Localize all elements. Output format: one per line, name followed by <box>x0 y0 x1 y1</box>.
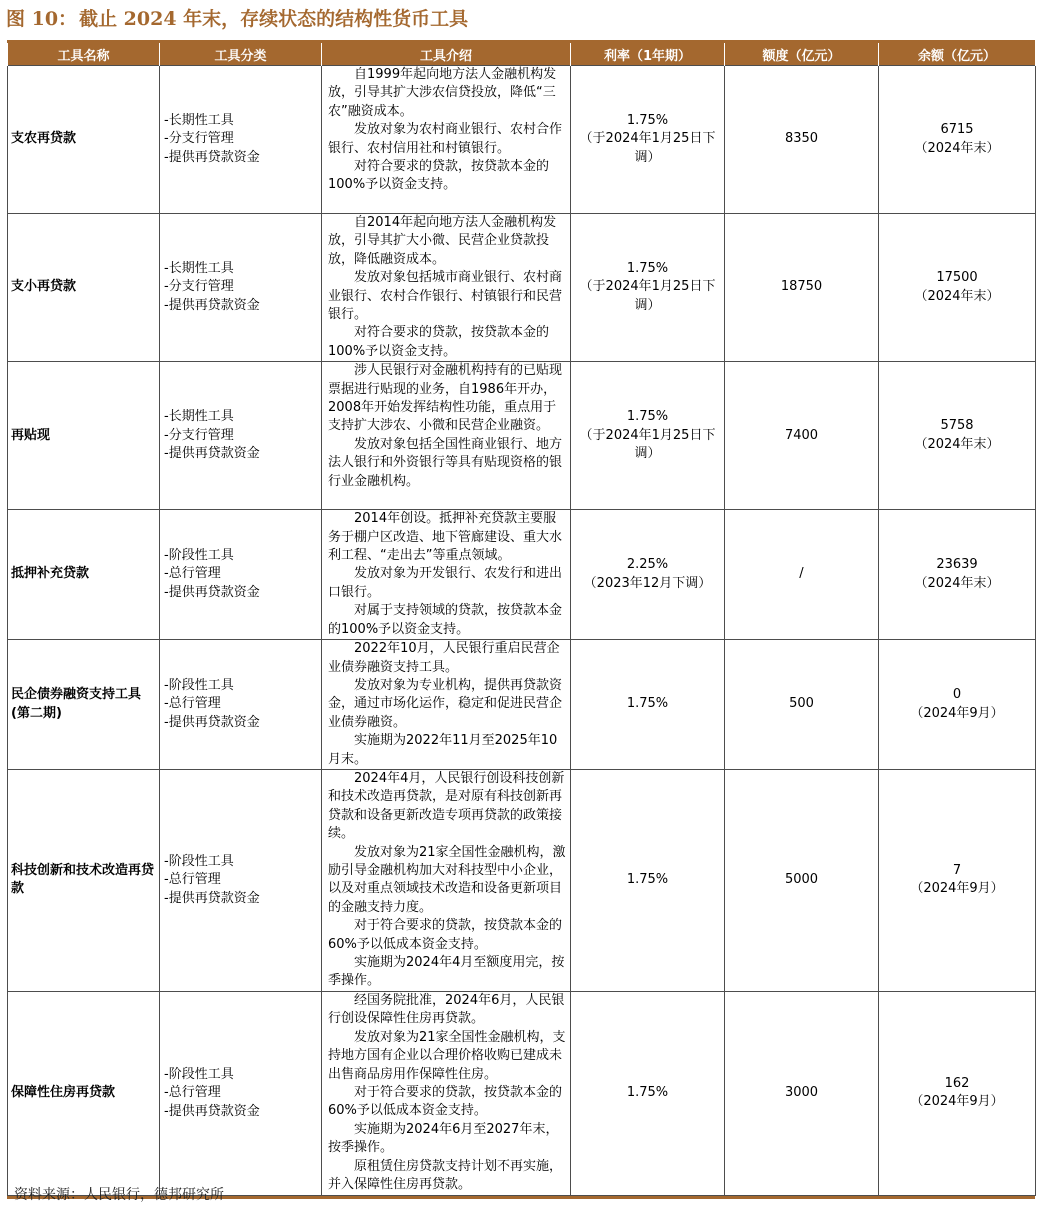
intro-paragraph: 发放对象为21家全国性金融机构，激励引导金融机构加大对科技型中小企业，以及对重点领域技术改造和设备更新项目的金融支持力度。 <box>328 844 566 915</box>
tool-name: 抵押补充贷款 <box>11 566 90 582</box>
rate-cell <box>571 66 725 214</box>
tool-intro-cell <box>322 991 571 1195</box>
source-note: 资料来源：人民银行，德邦研究所 <box>14 1187 224 1203</box>
balance-line: （2024年9月） <box>910 881 1004 897</box>
balance-line: （2024年末） <box>914 288 1000 304</box>
intro-paragraph: 自2014年起向地方法人金融机构发放，引导其扩大小微、民营企业贷款投放，降低融资成本。 <box>328 215 557 267</box>
intro-paragraph: 发放对象为农村商业银行、农村合作银行、农村信用社和村镇银行。 <box>328 122 563 156</box>
figure-caption: 截止 2024 年末，存续状态的结构性货币工具 <box>79 8 469 30</box>
rate-line: 1.75% <box>626 872 669 888</box>
balance-line: （2024年末） <box>914 140 1000 156</box>
rate-line: （于2024年1月25日下调） <box>579 427 716 461</box>
balance-line: 23639 <box>936 557 978 573</box>
balance-cell <box>879 362 1036 510</box>
category-line: -阶段性工具 <box>164 677 234 693</box>
tool-name: 科技创新和技术改造再贷款 <box>11 863 155 897</box>
balance-cell <box>879 640 1036 770</box>
header-quota: 额度（亿元） <box>725 43 879 66</box>
balance-cell <box>879 510 1036 640</box>
quota-cell <box>725 991 879 1195</box>
intro-paragraph: 发放对象为专业机构，提供再贷款资金，通过市场化运作，稳定和促进民营企业债券融资。 <box>328 677 563 730</box>
rate-line: 2.25% <box>626 557 669 573</box>
tool-name-cell <box>8 214 160 362</box>
table-row <box>8 214 1036 362</box>
tool-name: 再贴现 <box>11 427 51 443</box>
quota-cell <box>725 214 879 362</box>
tool-name-cell <box>8 769 160 991</box>
intro-paragraph: 对属于支持领域的贷款，按贷款本金的100%予以资金支持。 <box>328 603 563 637</box>
tool-intro-cell <box>322 640 571 770</box>
rate-cell <box>571 214 725 362</box>
tool-name: 支小再贷款 <box>11 279 77 295</box>
category-line: -长期性工具 <box>164 409 234 425</box>
quota-cell <box>725 66 879 214</box>
category-line: -长期性工具 <box>164 261 234 277</box>
intro-paragraph: 经国务院批准，2024年6月，人民银行创设保障性住房再贷款。 <box>328 992 565 1027</box>
header-tool-intro: 工具介绍 <box>322 43 571 66</box>
balance-line: 0 <box>952 687 962 703</box>
balance-cell <box>879 214 1036 362</box>
table-row <box>8 991 1036 1195</box>
category-line: -提供再贷款资金 <box>164 297 260 313</box>
tool-intro-cell <box>322 510 571 640</box>
quota-value: 3000 <box>784 1085 819 1101</box>
tool-name: 支农再贷款 <box>11 131 77 147</box>
intro-paragraph: 实施期为2024年4月至额度用完，按季操作。 <box>328 955 565 989</box>
quota-value: 7400 <box>784 427 819 443</box>
category-line: -提供再贷款资金 <box>164 1103 260 1119</box>
intro-paragraph: 自1999年起向地方法人金融机构发放，引导其扩大涉农信贷投放，降低“三农”融资成本。 <box>328 67 557 119</box>
quota-cell <box>725 640 879 770</box>
balance-line: 5758 <box>940 418 974 434</box>
tool-category-cell <box>160 66 322 214</box>
figure-title <box>6 4 468 34</box>
rate-cell <box>571 991 725 1195</box>
intro-paragraph: 发放对象为开发银行、农发行和进出口银行。 <box>328 566 563 600</box>
category-line: -提供再贷款资金 <box>164 584 260 600</box>
category-line: -总行管理 <box>164 696 221 712</box>
intro-paragraph: 对于符合要求的贷款，按贷款本金的60%予以低成本资金支持。 <box>328 1084 563 1119</box>
rate-line: 1.75% <box>626 112 669 128</box>
intro-paragraph: 对符合要求的贷款，按贷款本金的100%予以资金支持。 <box>328 159 550 193</box>
category-line: -提供再贷款资金 <box>164 890 260 906</box>
table-row <box>8 769 1036 991</box>
balance-cell <box>879 769 1036 991</box>
rate-line: （于2024年1月25日下调） <box>579 279 716 313</box>
intro-paragraph: 发放对象包括全国性商业银行、地方法人银行和外资银行等具有贴现资格的银行业金融机构。 <box>328 436 563 489</box>
intro-paragraph: 对于符合要求的贷款，按贷款本金的60%予以低成本资金支持。 <box>328 918 563 952</box>
header-rate: 利率（1年期） <box>571 43 725 66</box>
intro-paragraph: 2024年4月，人民银行创设科技创新和技术改造再贷款，是对原有科技创新再贷款和设备更新改造专项再贷款的政策接续。 <box>328 770 565 842</box>
quota-cell <box>725 769 879 991</box>
balance-cell <box>879 66 1036 214</box>
figure-number: 图 10： <box>6 8 78 30</box>
quota-cell <box>725 510 879 640</box>
intro-paragraph: 2022年10月，人民银行重启民营企业债券融资支持工具。 <box>328 641 560 675</box>
intro-paragraph: 发放对象包括城市商业银行、农村商业银行、农村合作银行、村镇银行和民营银行。 <box>328 270 563 323</box>
category-line: -分支行管理 <box>164 279 234 295</box>
balance-line: 162 <box>944 1076 970 1092</box>
intro-paragraph: 涉人民银行对金融机构持有的已贴现票据进行贴现的业务，自1986年开办，2008年开始发挥结构性功能，重点用于支持扩大涉农、小微和民营企业融资。 <box>328 363 563 434</box>
header-tool-category: 工具分类 <box>160 43 322 66</box>
rate-line: 1.75% <box>626 261 669 277</box>
tool-name-cell <box>8 640 160 770</box>
balance-line: 17500 <box>936 270 978 286</box>
quota-value: 8350 <box>784 131 819 147</box>
category-line: -阶段性工具 <box>164 853 234 869</box>
balance-line: 7 <box>952 863 962 879</box>
table-row <box>8 510 1036 640</box>
intro-paragraph: 原租赁住房贷款支持计划不再实施，并入保障性住房再贷款。 <box>328 1158 563 1192</box>
category-line: -分支行管理 <box>164 131 234 147</box>
intro-paragraph: 实施期为2022年11月至2025年10月末。 <box>328 733 558 767</box>
rate-cell <box>571 362 725 510</box>
rate-cell <box>571 510 725 640</box>
table-row <box>8 362 1036 510</box>
table-row <box>8 640 1036 770</box>
rate-line: （2023年12月下调） <box>583 575 712 591</box>
tool-name-cell <box>8 362 160 510</box>
balance-line: （2024年9月） <box>910 1094 1004 1110</box>
balance-line: 6715 <box>940 122 974 138</box>
tool-category-cell <box>160 214 322 362</box>
category-line: -提供再贷款资金 <box>164 714 260 730</box>
intro-paragraph: 实施期为2024年6月至2027年末，按季操作。 <box>328 1121 559 1156</box>
intro-paragraph: 发放对象为21家全国性金融机构，支持地方国有企业以合理价格收购已建成未出售商品房用作保障性住房。 <box>328 1029 566 1082</box>
header-balance: 余额（亿元） <box>879 43 1036 66</box>
rate-line: 1.75% <box>626 696 669 712</box>
rate-line: （于2024年1月25日下调） <box>579 131 716 165</box>
tool-intro-cell <box>322 769 571 991</box>
quota-value: 18750 <box>780 279 823 295</box>
rate-cell <box>571 769 725 991</box>
quota-value: 500 <box>789 696 814 712</box>
balance-line: （2024年末） <box>914 575 1000 591</box>
tool-intro-cell <box>322 214 571 362</box>
tool-name-cell <box>8 991 160 1195</box>
tool-category-cell <box>160 991 322 1195</box>
balance-cell <box>879 991 1036 1195</box>
structural-tools-table <box>7 43 1036 1196</box>
rate-cell <box>571 640 725 770</box>
category-line: -提供再贷款资金 <box>164 149 260 165</box>
tool-intro-cell <box>322 362 571 510</box>
tool-category-cell <box>160 510 322 640</box>
intro-paragraph: 对符合要求的贷款，按贷款本金的100%予以资金支持。 <box>328 325 550 359</box>
category-line: -阶段性工具 <box>164 548 234 564</box>
balance-line: （2024年9月） <box>910 705 1004 721</box>
category-line: -长期性工具 <box>164 112 234 128</box>
tool-name-cell <box>8 510 160 640</box>
category-line: -总行管理 <box>164 872 221 888</box>
category-line: -分支行管理 <box>164 427 234 443</box>
tool-intro-cell <box>322 66 571 214</box>
balance-line: （2024年末） <box>914 436 1000 452</box>
category-line: -总行管理 <box>164 566 221 582</box>
quota-value: 5000 <box>784 872 819 888</box>
tool-name: 保障性住房再贷款 <box>11 1085 116 1101</box>
tool-category-cell <box>160 362 322 510</box>
tools-table-wrapper <box>7 40 1035 1199</box>
header-tool-name: 工具名称 <box>8 43 160 66</box>
tool-category-cell <box>160 769 322 991</box>
table-header-row <box>8 43 1036 66</box>
category-line: -总行管理 <box>164 1085 221 1101</box>
rate-line: 1.75% <box>626 409 669 425</box>
rate-line: 1.75% <box>626 1085 669 1101</box>
quota-cell <box>725 362 879 510</box>
tool-name-cell <box>8 66 160 214</box>
tool-category-cell <box>160 640 322 770</box>
intro-paragraph: 2014年创设。抵押补充贷款主要服务于棚户区改造、地下管廊建设、重大水利工程、“走出去”等重点领域。 <box>328 511 563 564</box>
category-line: -提供再贷款资金 <box>164 445 260 461</box>
tool-name: 民企债券融资支持工具(第二期) <box>11 687 142 721</box>
category-line: -阶段性工具 <box>164 1066 234 1082</box>
table-row <box>8 66 1036 214</box>
quota-value: / <box>799 566 804 582</box>
